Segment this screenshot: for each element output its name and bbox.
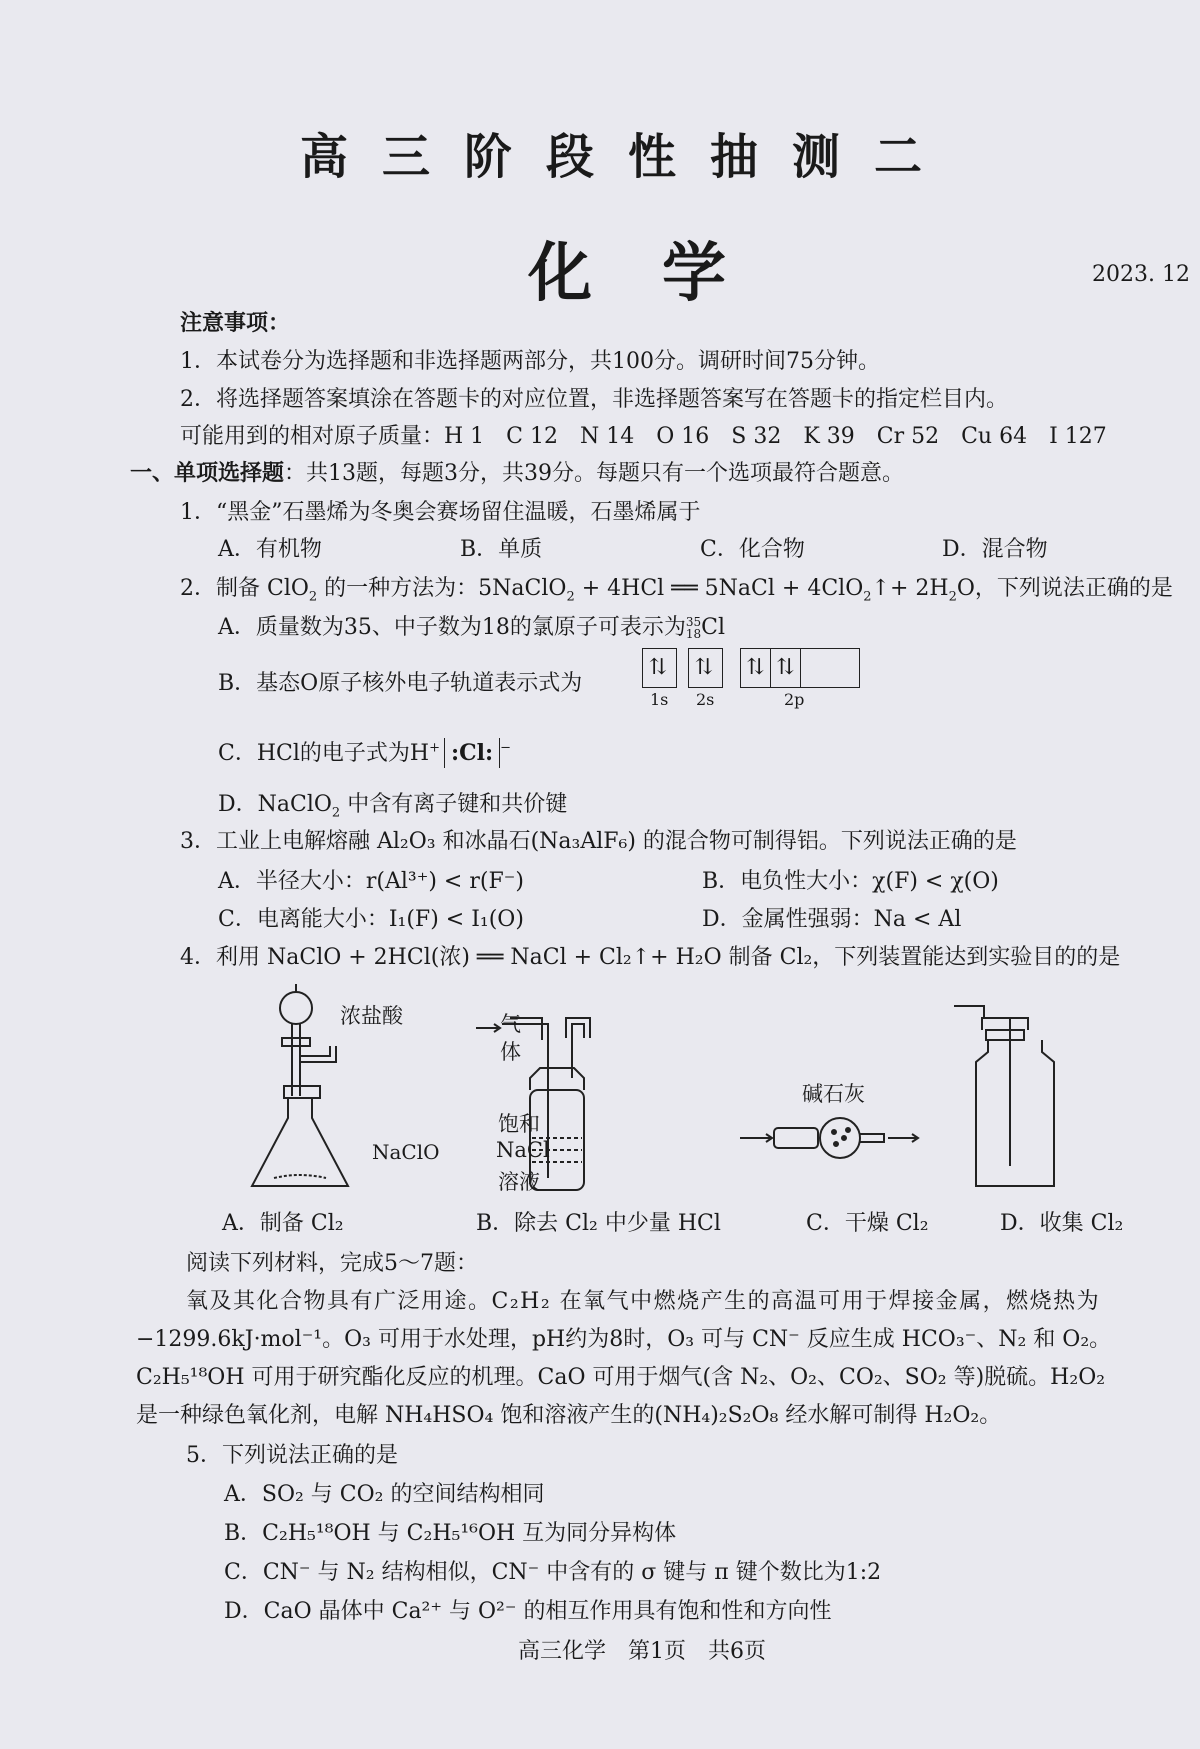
subscript: 2 bbox=[948, 589, 957, 605]
q3-option-a: A．半径大小：r(Al³⁺) < r(F⁻) bbox=[218, 869, 524, 894]
q5-option-c: C．CN⁻ 与 N₂ 结构相似，CN⁻ 中含有的 σ 键与 π 键个数比为1:2 bbox=[224, 1560, 882, 1585]
page-footer: 高三化学 第1页 共6页 bbox=[518, 1639, 766, 1664]
subject-title: 化学 bbox=[528, 236, 796, 311]
q1-option-d: D．混合物 bbox=[942, 537, 1048, 562]
q4-caption-d: D．收集 Cl₂ bbox=[1000, 1211, 1124, 1236]
element-symbol: Cl bbox=[701, 615, 726, 640]
q3-option-c: C．电离能大小：I₁(F) < I₁(O) bbox=[218, 907, 524, 932]
drying-tube bbox=[740, 1118, 918, 1158]
label-gas-2: 体 bbox=[500, 1040, 521, 1064]
reading-line-4: 是一种绿色氧化剂，电解 NH₄HSO₄ 饱和溶液产生的(NH₄)₂S₂O₈ 经水解可制得 H₂O₂。 bbox=[136, 1403, 1002, 1428]
orbital-label-1s: 1s bbox=[650, 690, 669, 709]
section-1-desc: ：共13题，每题3分，共39分。每题只有一个选项最符合题意。 bbox=[284, 461, 905, 486]
q2-option-c bbox=[218, 736, 511, 767]
q1-option-a: A．有机物 bbox=[218, 537, 322, 562]
q4-stem: 4．利用 NaClO + 2HCl(浓) ══ NaCl + Cl₂↑+ H₂O 制备 Cl₂，下列装置能达到实验目的的是 bbox=[180, 945, 1121, 970]
q2-stem-part: 2．制备 ClO bbox=[180, 576, 309, 601]
orbital-label-2s: 2s bbox=[696, 690, 715, 709]
q2-option-c-text: C．HCl的电子式为H bbox=[218, 741, 430, 766]
orbital-label-2p: 2p bbox=[784, 690, 805, 709]
q2-option-d-text: 中含有离子键和共价键 bbox=[340, 792, 568, 817]
q2-stem-part: ↑+ 2H bbox=[871, 576, 949, 601]
orbital-box: ⇅ bbox=[741, 649, 771, 687]
q2-option-a-text: A．质量数为35、中子数为18的氯原子可表示为 bbox=[218, 615, 686, 640]
q5-stem: 5．下列说法正确的是 bbox=[186, 1443, 398, 1468]
subscript: 2 bbox=[566, 589, 575, 605]
atomic-number: 18 bbox=[685, 627, 702, 641]
q2-option-a bbox=[218, 610, 725, 641]
orbital-box: ⇅ bbox=[771, 649, 801, 687]
notice-item-2: 2．将选择题答案填涂在答题卡的对应位置，非选择题答案写在答题卡的指定栏目内。 bbox=[180, 387, 1008, 412]
subscript: 2 bbox=[308, 589, 318, 605]
label-soda-lime: 碱石灰 bbox=[802, 1082, 865, 1106]
reading-line-1: 氧及其化合物具有广泛用途。C₂H₂ 在氧气中燃烧产生的高温可用于焊接金属，燃烧热为 bbox=[186, 1289, 1101, 1314]
q2-option-d bbox=[218, 787, 567, 820]
section-1-header bbox=[130, 456, 904, 487]
gas-washing-bottle bbox=[476, 1018, 590, 1190]
q3-stem: 3．工业上电解熔融 Al₂O₃ 和冰晶石(Na₃AlF₆) 的混合物可制得铝。下列说法正确的是 bbox=[180, 829, 1017, 854]
reading-intro: 阅读下列材料，完成5～7题： bbox=[186, 1251, 478, 1276]
mass-number: 35 bbox=[685, 615, 702, 629]
q1-option-c: C．化合物 bbox=[700, 537, 805, 562]
superscript: + bbox=[429, 740, 440, 756]
subscript: 2 bbox=[331, 805, 341, 821]
orbital-box bbox=[801, 649, 857, 687]
label-solution: 溶液 bbox=[498, 1170, 540, 1194]
exam-date: 2023. 12 bbox=[1092, 262, 1190, 287]
label-hcl: 浓盐酸 bbox=[340, 1004, 403, 1028]
label-gas-1: 气 bbox=[500, 1012, 521, 1036]
orbital-box: ⇅ bbox=[648, 655, 668, 680]
section-1-label: 一、单项选择题 bbox=[130, 460, 285, 486]
collection-bottle bbox=[954, 1006, 1054, 1186]
orbital-2p bbox=[740, 648, 860, 688]
reading-line-2: −1299.6kJ·mol⁻¹。O₃ 可用于水处理，pH约为8时，O₃ 可与 CN⁻ 反应生成 HCO₃⁻、N₂ 和 O₂。 bbox=[136, 1327, 1112, 1352]
atomic-masses: 可能用到的相对原子质量：H 1 C 12 N 14 O 16 S 32 K 39 Cr 52 Cu 64 I 127 bbox=[180, 424, 1107, 449]
orbital-box: ⇅ bbox=[694, 655, 714, 680]
reading-line-3: C₂H₅¹⁸OH 可用于研究酯化反应的机理。CaO 可用于烟气(含 N₂、O₂、CO₂、SO₂ 等)脱硫。H₂O₂ bbox=[136, 1365, 1106, 1390]
orbital-2s bbox=[688, 648, 723, 688]
exam-title: 高三阶段性抽测二 bbox=[300, 129, 957, 185]
q5-option-a: A．SO₂ 与 CO₂ 的空间结构相同 bbox=[224, 1482, 545, 1507]
q2-option-b: B．基态O原子核外电子轨道表示式为 bbox=[218, 671, 583, 696]
q4-caption-a: A．制备 Cl₂ bbox=[222, 1211, 344, 1236]
q3-option-d: D．金属性强弱：Na < Al bbox=[702, 907, 962, 932]
q5-option-d: D．CaO 晶体中 Ca²⁺ 与 O²⁻ 的相互作用具有饱和性和方向性 bbox=[224, 1599, 832, 1624]
q4-caption-c: C．干燥 Cl₂ bbox=[806, 1211, 929, 1236]
q1-option-b: B．单质 bbox=[460, 537, 543, 562]
q2-stem bbox=[180, 571, 1173, 604]
electron-dot-bracket: :Cl: bbox=[444, 738, 500, 768]
q2-option-d-text: D．NaClO bbox=[218, 792, 332, 817]
flask-apparatus bbox=[252, 984, 348, 1186]
label-naclo: NaClO bbox=[372, 1140, 440, 1164]
subscript: 2 bbox=[863, 589, 872, 605]
q4-caption-b: B．除去 Cl₂ 中少量 HCl bbox=[476, 1211, 721, 1236]
notice-heading: 注意事项： bbox=[180, 310, 291, 336]
q5-option-b: B．C₂H₅¹⁸OH 与 C₂H₅¹⁶OH 互为同分异构体 bbox=[224, 1521, 677, 1546]
q2-stem-part: + 4HCl ══ 5NaCl + 4ClO bbox=[574, 576, 864, 601]
orbital-1s bbox=[642, 648, 677, 688]
notice-item-1: 1．本试卷分为选择题和非选择题两部分，共100分。调研时间75分钟。 bbox=[180, 349, 880, 374]
q2-stem-part: 的一种方法为：5NaClO bbox=[317, 576, 567, 601]
q3-option-b: B．电负性大小：χ(F) < χ(O) bbox=[702, 869, 999, 894]
label-saturated: 饱和 bbox=[498, 1112, 540, 1136]
superscript: − bbox=[500, 740, 511, 756]
isotope-numbers bbox=[686, 616, 701, 640]
q1-stem: 1．“黑金”石墨烯为冬奥会赛场留住温暖，石墨烯属于 bbox=[180, 500, 701, 525]
label-nacl: NaCl bbox=[496, 1138, 550, 1162]
q2-stem-part: O，下列说法正确的是 bbox=[956, 576, 1173, 601]
